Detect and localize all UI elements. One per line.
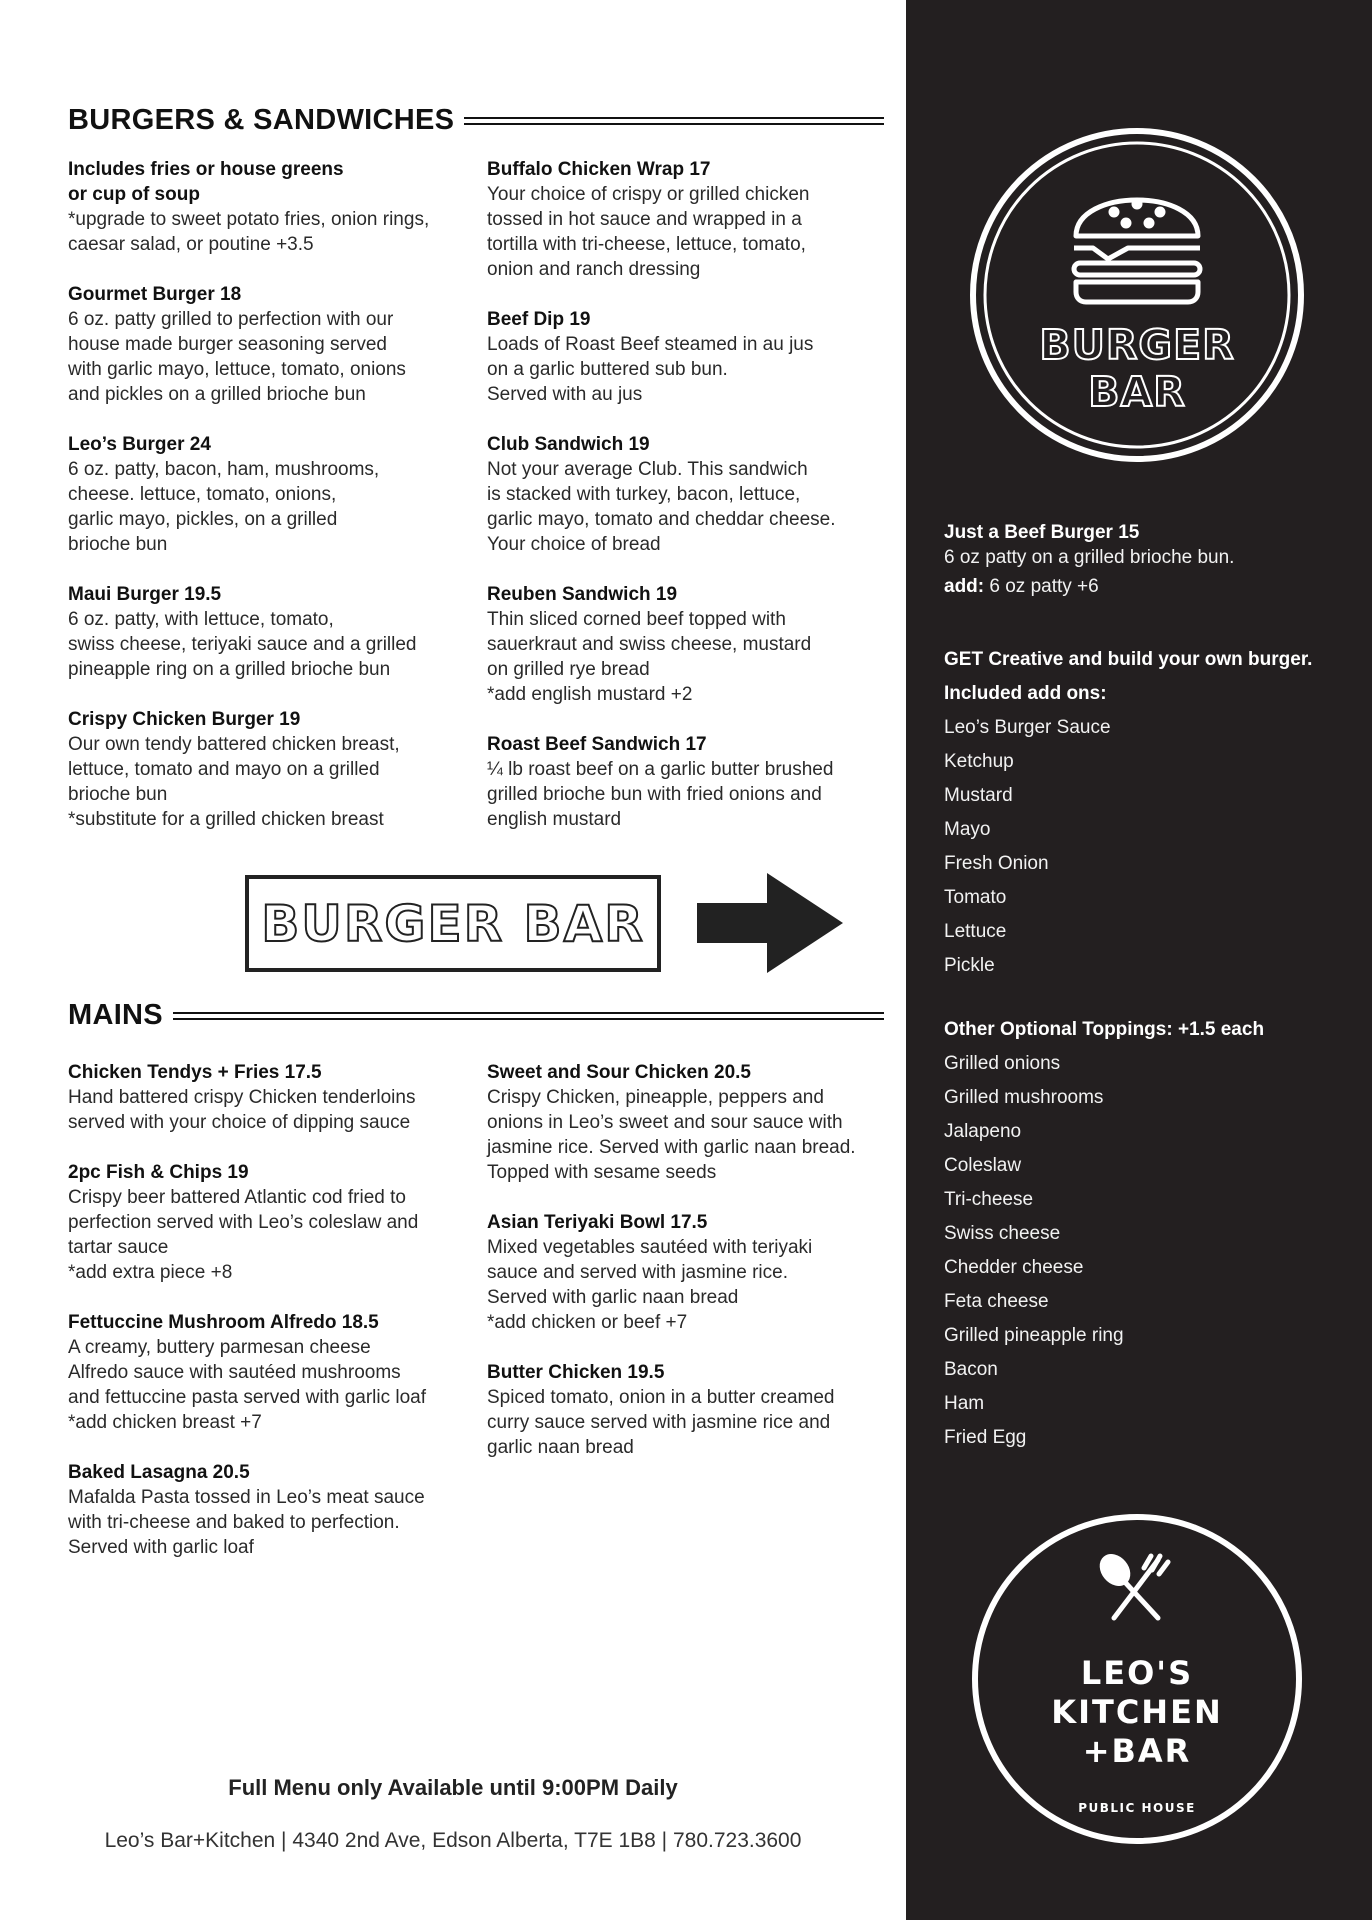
menu-item-description: Thin sliced corned beef topped with sauerkraut and swiss cheese, mustard on grilled rye bread *add english mustard +2 xyxy=(487,609,812,705)
menu-item xyxy=(68,1160,468,1285)
menu-item xyxy=(487,1060,897,1185)
menu-item-name: Fettuccine Mushroom Alfredo 18.5 xyxy=(68,1312,379,1333)
menu-item-description: Spiced tomato, onion in a butter creamed curry sauce served with jasmine rice and garlic naan bread xyxy=(487,1387,835,1458)
optional-topping-item: Feta cheese xyxy=(944,1291,1049,1312)
included-add-on-item: Ketchup xyxy=(944,751,1014,772)
burger-bar-banner xyxy=(245,875,661,972)
menu-item-description: *upgrade to sweet potato fries, onion rings, caesar salad, or poutine +3.5 xyxy=(68,209,430,255)
menu-item xyxy=(487,432,897,557)
menu-item-name: Club Sandwich 19 xyxy=(487,434,650,455)
menu-item xyxy=(68,157,468,257)
menu-item xyxy=(68,707,468,832)
menu-item-description: ¼ lb roast beef on a garlic butter brushed grilled brioche bun with fried onions and english mustard xyxy=(487,759,834,830)
menu-item xyxy=(487,307,897,407)
sidebar-panel xyxy=(906,0,1372,1920)
menu-item xyxy=(487,1210,897,1335)
menu-item-name: Gourmet Burger 18 xyxy=(68,284,242,305)
optional-topping-item: Grilled pineapple ring xyxy=(944,1325,1124,1346)
menu-item-name: Asian Teriyaki Bowl 17.5 xyxy=(487,1212,708,1233)
mains-left-column xyxy=(68,1060,468,1585)
hours-note: Full Menu only Available until 9:00PM Daily xyxy=(228,1775,678,1800)
menu-item xyxy=(68,1310,468,1435)
optional-topping-item: Coleslaw xyxy=(944,1155,1022,1176)
menu-item xyxy=(68,1460,468,1560)
menu-item-description: 6 oz. patty, with lettuce, tomato, swiss cheese, teriyaki sauce and a grilled pineapple ring on a grilled brioche bun xyxy=(68,609,417,680)
menu-item-description: Not your average Club. This sandwich is stacked with turkey, bacon, lettuce, garlic mayo, tomato and cheddar cheese. Your choice of bread xyxy=(487,459,836,555)
menu-item-name: Buffalo Chicken Wrap 17 xyxy=(487,159,711,180)
beef-burger-desc: 6 oz patty on a grilled brioche bun. xyxy=(944,547,1235,568)
menu-item-description: 6 oz. patty grilled to perfection with our house made burger seasoning served with garlic mayo, lettuce, tomato, onions and pickles on a grilled brioche bun xyxy=(68,309,406,405)
included-add-ons-label: Included add ons: xyxy=(944,683,1107,704)
burgers-section-title: BURGERS & SANDWICHES xyxy=(68,104,455,136)
included-add-on-item: Mustard xyxy=(944,785,1013,806)
logo-top-line1: BURGER xyxy=(1039,321,1235,369)
beef-burger-name: Just a Beef Burger 15 xyxy=(944,522,1140,543)
mains-section-header xyxy=(68,999,884,1032)
menu-item-description: A creamy, buttery parmesan cheese Alfredo sauce with sautéed mushrooms and fettuccine pasta served with garlic loaf *add chicken breast +7 xyxy=(68,1337,427,1433)
right-arrow-icon xyxy=(697,873,843,973)
optional-topping-item: Swiss cheese xyxy=(944,1223,1061,1244)
menu-item xyxy=(68,432,468,557)
optional-topping-item: Fried Egg xyxy=(944,1427,1027,1448)
menu-item-description: 6 oz. patty, bacon, ham, mushrooms, cheese. lettuce, tomato, onions, garlic mayo, pickles, on a grilled brioche bun xyxy=(68,459,380,555)
menu-item-name: 2pc Fish & Chips 19 xyxy=(68,1162,249,1183)
optional-topping-item: Tri-cheese xyxy=(944,1189,1034,1210)
menu-item-name: Includes fries or house greens or cup of soup xyxy=(68,159,344,205)
menu-item xyxy=(487,1360,897,1460)
menu-item-description: Hand battered crispy Chicken tenderloins served with your choice of dipping sauce xyxy=(68,1087,416,1133)
optional-topping-item: Jalapeno xyxy=(944,1121,1022,1142)
beef-burger-add xyxy=(944,570,1354,604)
burgers-right-column xyxy=(487,157,897,857)
optional-topping-item: Grilled mushrooms xyxy=(944,1087,1104,1108)
menu-item-description: Your choice of crispy or grilled chicken tossed in hot sauce and wrapped in a tortilla with tri-cheese, lettuce, tomato, onion and ranch dressing xyxy=(487,184,810,280)
address-line: Leo’s Bar+Kitchen | 4340 2nd Ave, Edson Alberta, T7E 1B8 | 780.723.3600 xyxy=(104,1829,802,1852)
menu-item-name: Butter Chicken 19.5 xyxy=(487,1362,665,1383)
included-add-on-item: Fresh Onion xyxy=(944,853,1049,874)
logo-bottom-line1: LEO'S xyxy=(1080,1654,1194,1692)
optional-topping-item: Bacon xyxy=(944,1359,998,1380)
mains-right-column xyxy=(487,1060,897,1485)
optional-toppings-block xyxy=(944,1013,1354,1455)
logo-top-line2: BAR xyxy=(1088,368,1186,416)
beef-burger-block xyxy=(944,520,1354,604)
menu-item xyxy=(487,582,897,707)
leos-kitchen-logo xyxy=(968,1510,1306,1848)
included-add-on-item: Pickle xyxy=(944,955,995,976)
menu-item xyxy=(487,157,897,282)
burger-bar-logo xyxy=(968,126,1306,464)
logo-bottom-line3: +BAR xyxy=(1082,1732,1192,1770)
included-add-on-item: Lettuce xyxy=(944,921,1007,942)
menu-item-description: Loads of Roast Beef steamed in au jus on a garlic buttered sub bun. Served with au jus xyxy=(487,334,814,405)
beef-burger-add-value: 6 oz patty +6 xyxy=(984,576,1099,597)
menu-item xyxy=(68,1060,468,1135)
included-add-on-item: Tomato xyxy=(944,887,1007,908)
menu-item-name: Chicken Tendys + Fries 17.5 xyxy=(68,1062,322,1083)
included-add-on-item: Leo’s Burger Sauce xyxy=(944,717,1111,738)
menu-item xyxy=(68,582,468,682)
burger-bar-banner-text: BURGER BAR xyxy=(261,894,645,953)
optional-topping-item: Ham xyxy=(944,1393,985,1414)
menu-item xyxy=(68,282,468,407)
build-your-own-heading: GET Creative and build your own burger. xyxy=(944,649,1313,670)
menu-item-name: Beef Dip 19 xyxy=(487,309,591,330)
optional-topping-item: Grilled onions xyxy=(944,1053,1061,1074)
burgers-section-header xyxy=(68,104,884,137)
menu-item-name: Leo’s Burger 24 xyxy=(68,434,211,455)
menu-item-description: Crispy beer battered Atlantic cod fried to perfection served with Leo’s coleslaw and tartar sauce *add extra piece +8 xyxy=(68,1187,419,1283)
logo-bottom-line2: KITCHEN xyxy=(1051,1693,1223,1731)
section-double-rule xyxy=(173,1012,884,1020)
optional-toppings-heading: Other Optional Toppings: +1.5 each xyxy=(944,1019,1265,1040)
menu-item-description: Our own tendy battered chicken breast, lettuce, tomato and mayo on a grilled brioche bun *substitute for a grilled chicken breast xyxy=(68,734,400,830)
menu-item-name: Baked Lasagna 20.5 xyxy=(68,1462,250,1483)
menu-item-name: Maui Burger 19.5 xyxy=(68,584,222,605)
burger-icon xyxy=(1074,200,1200,302)
optional-topping-item: Chedder cheese xyxy=(944,1257,1084,1278)
menu-item-name: Sweet and Sour Chicken 20.5 xyxy=(487,1062,751,1083)
beef-burger-add-label: add: xyxy=(944,576,985,597)
menu-item-description: Mixed vegetables sautéed with teriyaki sauce and served with jasmine rice. Served with garlic naan bread *add chicken or beef +7 xyxy=(487,1237,813,1333)
menu-item-name: Crispy Chicken Burger 19 xyxy=(68,709,301,730)
build-your-own-block xyxy=(944,643,1354,983)
menu-item-name: Roast Beef Sandwich 17 xyxy=(487,734,707,755)
mains-section-title: MAINS xyxy=(68,999,163,1031)
menu-item-name: Reuben Sandwich 19 xyxy=(487,584,678,605)
menu-item-description: Crispy Chicken, pineapple, peppers and onions in Leo’s sweet and sour sauce with jasmine rice. Served with garlic naan bread. Topped with sesame seeds xyxy=(487,1087,856,1183)
included-add-on-item: Mayo xyxy=(944,819,991,840)
menu-item xyxy=(487,732,897,832)
menu-item-description: Mafalda Pasta tossed in Leo’s meat sauce with tri-cheese and baked to perfection. Served with garlic loaf xyxy=(68,1487,425,1558)
burgers-left-column xyxy=(68,157,468,857)
section-double-rule xyxy=(464,117,884,125)
logo-bottom-tagline: PUBLIC HOUSE xyxy=(1078,1801,1196,1815)
